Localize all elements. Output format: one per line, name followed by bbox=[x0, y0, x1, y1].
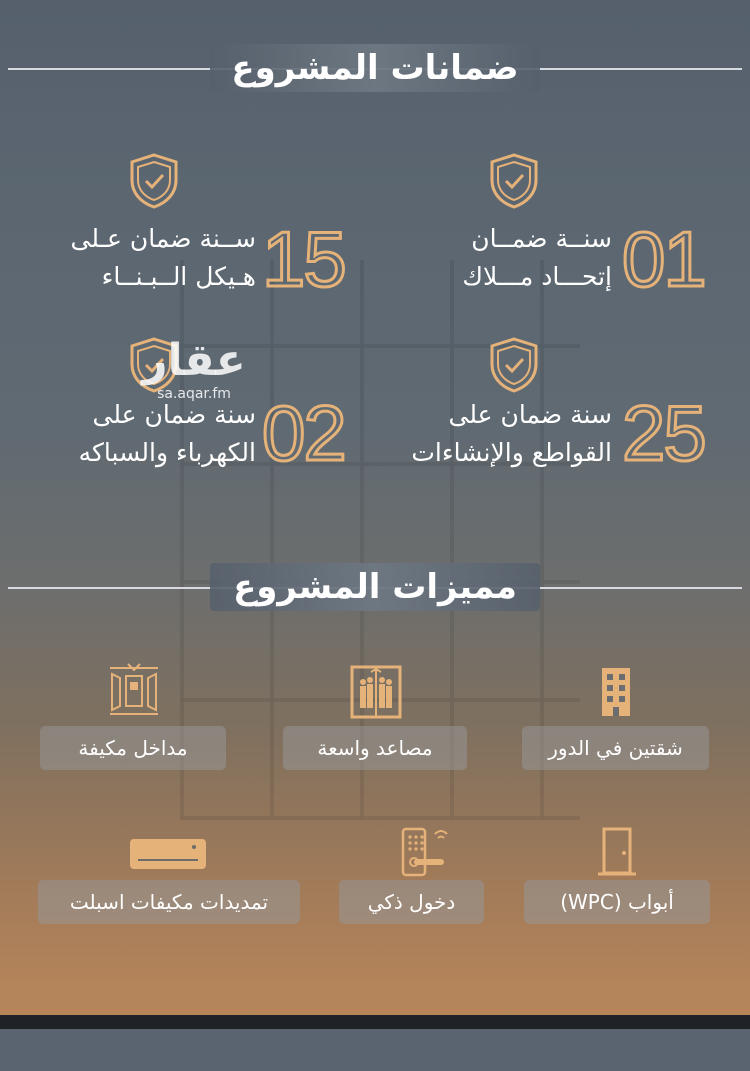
guarantee-line2: هـيكل الــبـنــاء bbox=[101, 262, 256, 291]
guarantee-text bbox=[71, 220, 256, 296]
next-card-peek bbox=[0, 1029, 750, 1071]
bottom-divider bbox=[0, 1015, 750, 1029]
shield-check-icon bbox=[128, 152, 180, 210]
guarantee-line2: إتحـــاد مـــلاك bbox=[462, 262, 612, 291]
watermark-domain: sa.aqar.fm bbox=[157, 386, 231, 402]
feature-label: مداخل مكيفة bbox=[40, 726, 226, 770]
guarantee-number: 15 bbox=[262, 215, 345, 303]
guarantee-01 bbox=[400, 150, 740, 303]
aqar-watermark bbox=[138, 335, 250, 418]
air-door-icon bbox=[106, 662, 162, 720]
split-ac-icon bbox=[128, 836, 208, 876]
header-pill bbox=[210, 44, 540, 92]
guarantee-line1: ســنة ضمان عـلى bbox=[70, 224, 256, 253]
features-title: مميزات المشروع bbox=[233, 567, 517, 607]
guarantee-line1: سنة ضمان على bbox=[448, 400, 612, 429]
watermark-logo-text: عقار bbox=[142, 335, 246, 386]
guarantee-15 bbox=[20, 150, 360, 303]
shield-check-icon bbox=[488, 336, 540, 394]
guarantees-header bbox=[0, 36, 750, 96]
guarantee-line2: الكهرباء والسباكه bbox=[78, 438, 256, 467]
elevator-icon bbox=[349, 664, 403, 720]
guarantees-title: ضمانات المشروع bbox=[231, 48, 519, 88]
feature-label: دخول ذكي bbox=[339, 880, 484, 924]
guarantee-text bbox=[411, 396, 612, 472]
building-icon bbox=[588, 664, 644, 720]
door-icon bbox=[596, 826, 638, 878]
feature-label: تمديدات مكيفات اسبلت bbox=[38, 880, 300, 924]
feature-label: مصاعد واسعة bbox=[283, 726, 467, 770]
guarantee-line1: سنــة ضمــان bbox=[471, 224, 612, 253]
guarantee-number: 02 bbox=[262, 389, 345, 477]
feature-label: شقتين في الدور bbox=[522, 726, 709, 770]
guarantee-text bbox=[462, 220, 612, 296]
guarantee-25 bbox=[400, 334, 740, 477]
guarantee-number: 01 bbox=[622, 215, 705, 303]
features-header bbox=[0, 555, 750, 615]
guarantee-line2: القواطع والإنشاءات bbox=[411, 438, 612, 467]
smart-lock-icon bbox=[397, 826, 451, 878]
feature-label: أبواب (WPC) bbox=[524, 880, 710, 924]
guarantee-line1: سنة ضمان على bbox=[92, 400, 256, 429]
shield-check-icon bbox=[488, 152, 540, 210]
guarantee-number: 25 bbox=[622, 389, 705, 477]
header-pill bbox=[210, 563, 540, 611]
